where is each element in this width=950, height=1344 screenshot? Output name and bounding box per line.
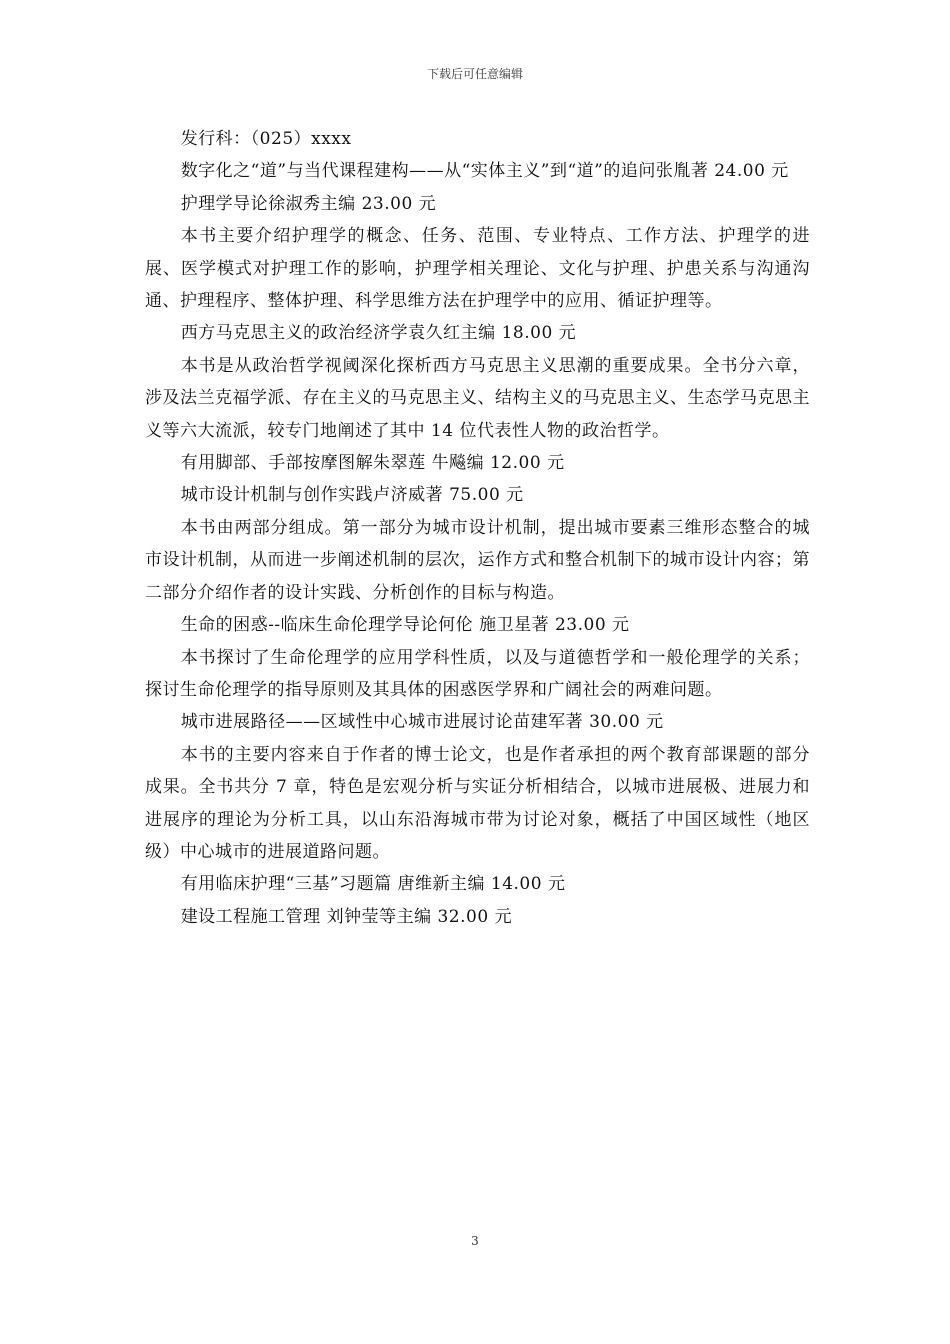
paragraph-book-description: 本书是从政治哲学视阈深化探析西方马克思主义思潮的重要成果。全书分六章，涉及法兰克福学派、存在主义的马克思主义、结构主义的马克思主义、生态学马克思主义等六大流派，较专门地阐述了其中 14 位代表性人物的政治哲学。 [145, 355, 810, 441]
document-body [145, 123, 810, 933]
paragraph-book-entry: 数字化之“道”与当代课程建构——从“实体主义”到“道”的追问张胤著 24.00 元 [180, 161, 789, 182]
paragraph-book-entry: 有用脚部、手部按摩图解朱翠莲 牛飚编 12.00 元 [180, 453, 565, 474]
paragraph-book-entry: 生命的困惑--临床生命伦理学导论何伦 施卫星著 23.00 元 [180, 615, 630, 636]
paragraph-book-entry: 西方马克思主义的政治经济学袁久红主编 18.00 元 [180, 323, 577, 344]
page-header: 下载后可任意编辑 [426, 67, 523, 81]
paragraph-book-entry: 城市进展路径——区域性中心城市进展讨论苗建军著 30.00 元 [180, 712, 664, 733]
paragraph-book-description: 本书探讨了生命伦理学的应用学科性质，以及与道德哲学和一般伦理学的关系；探讨生命伦理学的指导原则及其具体的困惑医学界和广阔社会的两难问题。 [145, 647, 810, 700]
paragraph-book-description: 本书由两部分组成。第一部分为城市设计机制，提出城市要素三维形态整合的城市设计机制，从而进一步阐述机制的层次，运作方式和整合机制下的城市设计内容；第二部分介绍作者的设计实践、分析创作的目标与构造。 [145, 517, 810, 603]
paragraph-publisher-contact: 发行科：（025）xxxx [180, 129, 352, 149]
paragraph-book-entry: 城市设计机制与创作实践卢济威著 75.00 元 [180, 485, 524, 506]
paragraph-book-description: 本书的主要内容来自于作者的博士论文，也是作者承担的两个教育部课题的部分成果。全书共分 7 章，特色是宏观分析与实证分析相结合，以城市进展极、进展力和进展序的理论为分析工具，以山东沿海城市带为讨论对象，概括了中国区域性（地区级）中心城市的进展道路问题。 [145, 744, 810, 862]
paragraph-book-description: 本书主要介绍护理学的概念、任务、范围、专业特点、工作方法、护理学的进展、医学模式对护理工作的影响，护理学相关理论、文化与护理、护患关系与沟通沟通、护理程序、整体护理、科学思维方法在护理学中的应用、循证护理等。 [145, 226, 810, 312]
paragraph-book-entry: 有用临床护理“三基”习题篇 唐维新主编 14.00 元 [180, 874, 566, 895]
page-number: 3 [471, 1234, 479, 1248]
paragraph-book-entry: 建设工程施工管理 刘钟莹等主编 32.00 元 [180, 906, 513, 927]
paragraph-book-entry: 护理学导论徐淑秀主编 23.00 元 [180, 193, 437, 214]
